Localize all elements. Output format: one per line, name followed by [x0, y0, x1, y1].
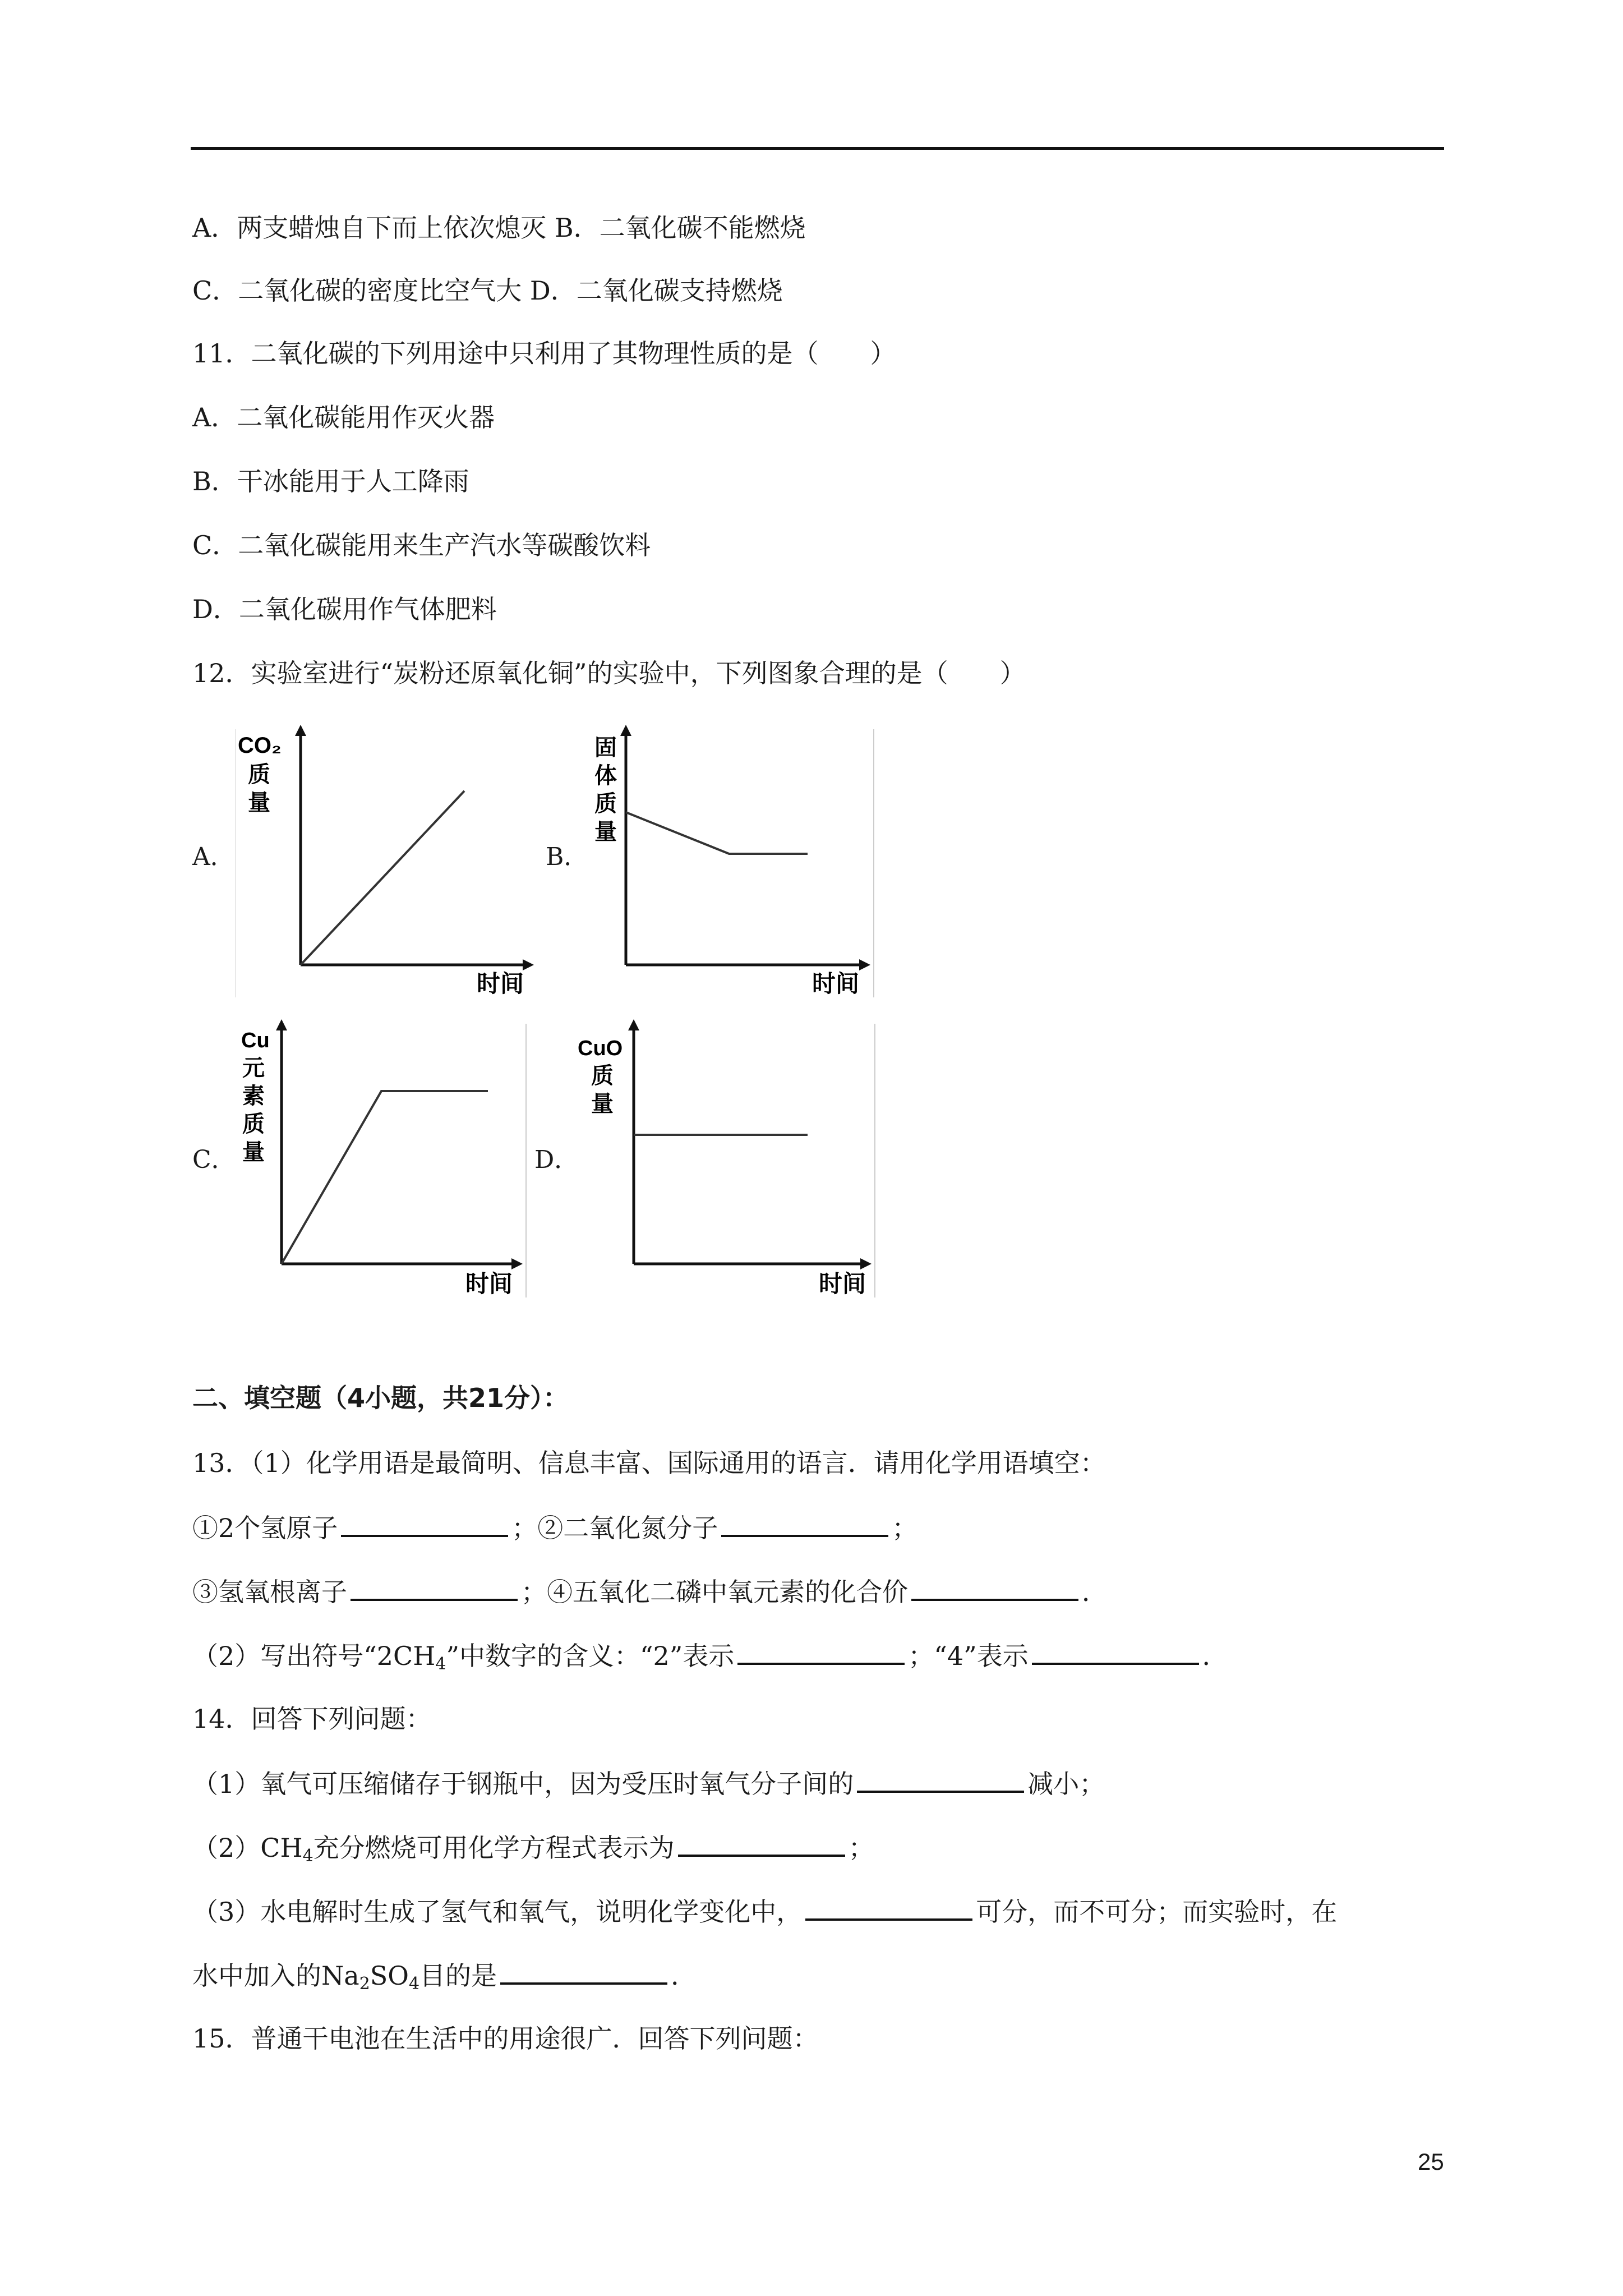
answer-blank[interactable]: [341, 1510, 508, 1537]
graph-d-ylabel-1: CuO: [578, 1037, 623, 1060]
graph-a-y-arrow: [295, 725, 306, 736]
graph-c-ylabel-4: 质: [242, 1111, 265, 1137]
graph-d-xlabel: 时间: [819, 1270, 866, 1297]
graph-a-ylabel-2: 质: [248, 762, 270, 788]
q12-option-c-label: C．: [192, 1145, 236, 1174]
graph-b-y-arrow: [620, 725, 631, 736]
q11-stem: 11．二氧化碳的下列用途中只利用了其物理性质的是（ ）: [192, 338, 896, 369]
answer-blank[interactable]: [737, 1638, 905, 1665]
q14-stem: 14．回答下列问题：: [192, 1704, 432, 1734]
q14-line-1: （1）氧气可压缩储存于钢瓶中，因为受压时氧气分子间的 减小；: [192, 1766, 1105, 1801]
graph-b-ylabel-4: 量: [594, 819, 617, 845]
q12-stem: 12．实验室进行“炭粉还原氧化铜”的实验中，下列图象合理的是（ ）: [192, 658, 1026, 688]
q14-line-2: $(2)CH_4$充分燃烧可用化学方程式表示为 ；: [192, 1830, 874, 1865]
graph-d: [578, 1018, 880, 1299]
graph-c-y-arrow: [276, 1019, 287, 1030]
graph-b-xlabel: 时间: [812, 970, 860, 997]
q12-option-b-label: B．: [546, 843, 589, 871]
graph-a-ylabel-1: CO₂: [238, 733, 282, 758]
answer-blank[interactable]: [351, 1574, 518, 1601]
q13-line-2: ③氢氧根离子 ；④五氧化二磷中氧元素的化合价 ．: [192, 1574, 1108, 1609]
q11-option-b: B．干冰能用于人工降雨: [192, 466, 469, 496]
graph-b-x-arrow: [859, 959, 870, 970]
graph-a-xlabel: 时间: [477, 970, 524, 997]
graph-c-ylabel-2: 元: [242, 1055, 265, 1081]
q14-line-3: （3）水电解时生成了氢气和氧气，说明化学变化中， 可分，而不可分；而实验时，在: [192, 1894, 1337, 1929]
q13-line-1: ①2个氢原子 ；②二氧化氮分子 ；: [192, 1510, 917, 1545]
answer-blank[interactable]: [857, 1766, 1024, 1793]
header-rule: [191, 147, 1444, 150]
answer-blank[interactable]: [721, 1510, 888, 1537]
graph-c-x-arrow: [511, 1258, 523, 1269]
q10-options-cd: C．二氧化碳的密度比空气大 D．二氧化碳支持燃烧: [192, 275, 783, 306]
answer-blank[interactable]: [911, 1574, 1078, 1601]
section-2-heading: 二、填空题（4小题，共21分）：: [192, 1383, 569, 1413]
q13-line-3: （2）写出符号“$2CH_4$”中数字的含义：“2”表示 ；“4”表示 ．: [192, 1638, 1228, 1673]
graph-b-curve: [626, 812, 808, 854]
graph-c-xlabel: 时间: [465, 1270, 513, 1297]
graph-d-ylabel-3: 量: [591, 1091, 614, 1117]
graph-d-y-arrow: [628, 1019, 639, 1030]
page-number: 25: [1418, 2148, 1444, 2175]
graph-b-ylabel-1: 固: [594, 735, 617, 761]
q11-option-a: A．二氧化碳能用作灭火器: [192, 402, 495, 432]
q11-option-d: D．二氧化碳用作气体肥料: [192, 594, 497, 624]
answer-blank[interactable]: [500, 1958, 667, 1985]
graph-d-ylabel-2: 质: [591, 1063, 614, 1089]
q14-line-4: 水中加入的$Na_2SO_4$目的是 ．: [192, 1958, 697, 1993]
q15-stem: 15．普通干电池在生活中的用途很广．回答下列问题：: [192, 2023, 819, 2054]
graph-c-ylabel-3: 素: [242, 1083, 265, 1109]
graph-a-x-arrow: [523, 959, 534, 970]
answer-blank[interactable]: [678, 1830, 845, 1857]
graph-c-ylabel-1: Cu: [241, 1029, 270, 1052]
graph-a-curve: [301, 791, 464, 965]
q12-option-a-label: A．: [192, 843, 235, 871]
graph-c-ylabel-5: 量: [242, 1139, 265, 1165]
graph-c-curve: [282, 1091, 488, 1264]
answer-blank[interactable]: [805, 1894, 972, 1921]
q10-options-ab: A．两支蜡烛自下而上依次熄灭 B．二氧化碳不能燃烧: [192, 213, 806, 243]
graph-b-ylabel-3: 质: [594, 791, 617, 817]
graph-a: [236, 724, 538, 999]
graph-a-ylabel-3: 量: [248, 790, 270, 816]
graph-c: [236, 1018, 538, 1299]
answer-blank[interactable]: [1032, 1638, 1199, 1665]
graph-b-ylabel-2: 体: [594, 763, 617, 789]
graph-b: [583, 724, 886, 999]
q13-stem: 13．（1）化学用语是最简明、信息丰富、国际通用的语言．请用化学用语填空：: [192, 1448, 1106, 1478]
q12-option-d-label: D．: [534, 1145, 579, 1174]
graph-d-x-arrow: [860, 1258, 872, 1269]
q11-option-c: C．二氧化碳能用来生产汽水等碳酸饮料: [192, 530, 651, 560]
